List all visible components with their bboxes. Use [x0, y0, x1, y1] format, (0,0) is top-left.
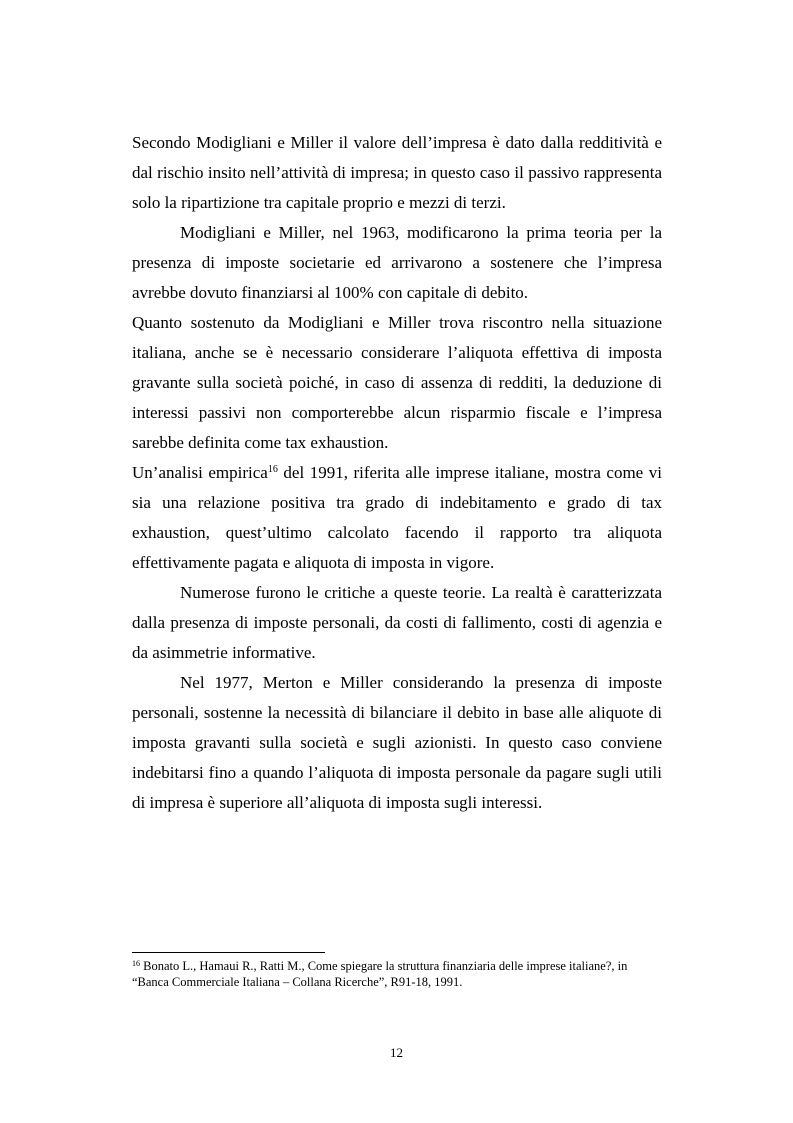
empirical-analysis-lead: Un’analisi empirica — [132, 463, 268, 482]
footnote-divider — [132, 952, 325, 953]
footnote-reference[interactable]: 16 — [267, 464, 278, 475]
paragraph-empirical-analysis — [132, 458, 662, 578]
footnote-text: Bonato L., Hamaui R., Ratti M., Come spiegare la struttura finanziaria delle imprese italiane?, in “Banca Commerciale Italiana – Collana Ricerche”, R91-18, 1991. — [132, 959, 628, 989]
paragraph-merton-miller-1977: Nel 1977, Merton e Miller considerando la presenza di imposte personali, sostenne la necessità di bilanciare il debito in base alle aliquote di imposta gravanti sulla società e sugli azionisti. In questo caso conviene indebitarsi fino a quando l’aliquota di imposta personale da pagare sugli utili di impresa è superiore all’aliquota di imposta sugli interessi. — [132, 673, 662, 812]
footnote-number: 16 — [132, 959, 140, 968]
empirical-analysis-rest: del 1991, riferita alle imprese italiane, mostra come vi sia una relazione positiva tra grado di indebitamento e grado di tax exhaustion, quest’ultimo calcolato facendo il rapporto tra aliquota effettivamente pagata e aliquota di imposta in vigore. — [132, 463, 663, 572]
paragraph-criticisms: Numerose furono le critiche a queste teorie. La realtà è caratterizzata dalla presenza di imposte personali, da costi di fallimento, costi di agenzia e da asimmetrie informative. — [132, 583, 662, 662]
paragraph-italian-situation: Quanto sostenuto da Modigliani e Miller trova riscontro nella situazione italiana, anche se è necessario considerare l’aliquota effettiva di imposta gravante sulla società poiché, in caso di assenza di redditi, la deduzione di interessi passivi non comporterebbe alcun risparmio fiscale e l’impresa sarebbe definita come tax exhaustion. — [132, 313, 662, 452]
footnote — [132, 958, 662, 990]
paragraph-modigliani-miller-value: Secondo Modigliani e Miller il valore dell’impresa è dato dalla redditività e dal rischio insito nell’attività di impresa; in questo caso il passivo rappresenta solo la ripartizione tra capitale proprio e mezzi di terzi. — [132, 133, 662, 212]
page-number: 12 — [390, 1045, 403, 1060]
body-text — [132, 128, 662, 818]
paragraph-modigliani-miller-1963: Modigliani e Miller, nel 1963, modificarono la prima teoria per la presenza di imposte societarie ed arrivarono a sostenere che l’impresa avrebbe dovuto finanziarsi al 100% con capitale di debito. — [132, 223, 662, 302]
